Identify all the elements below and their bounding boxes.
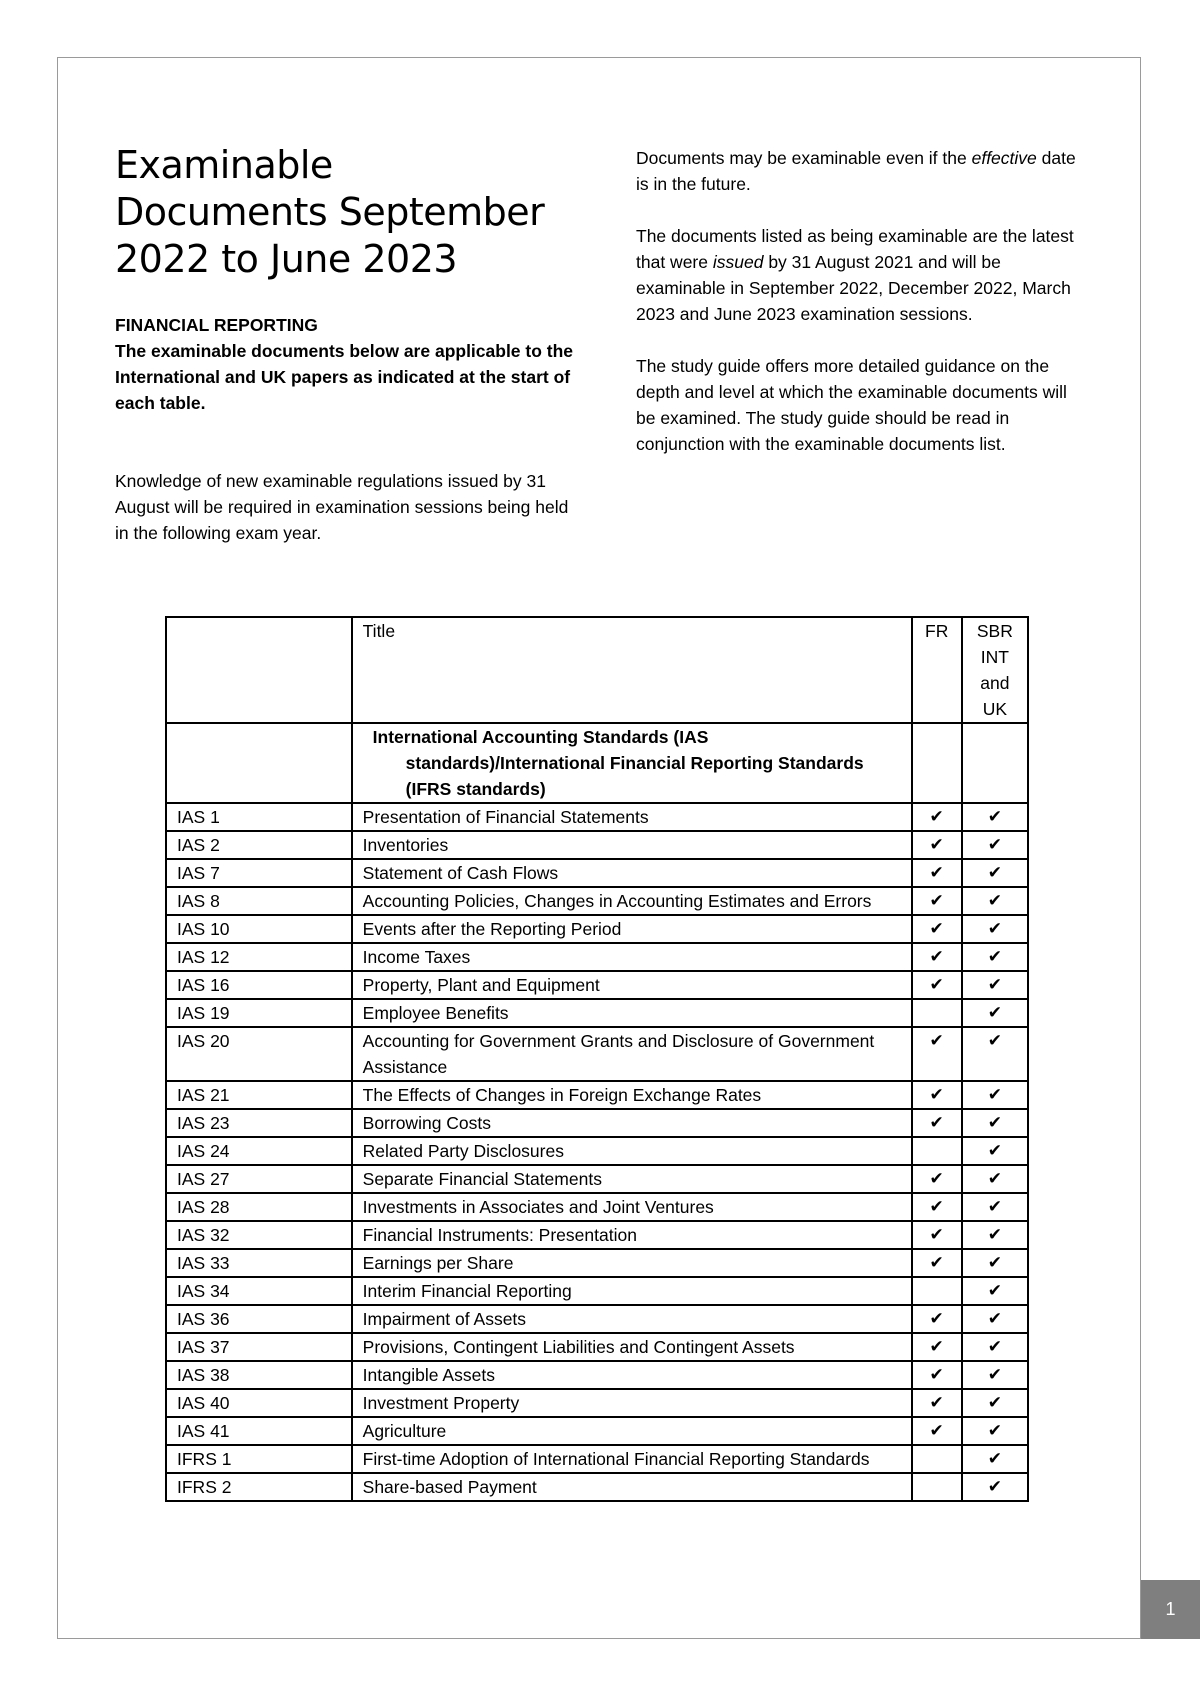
fr-check-cell: ✔ [912, 1193, 962, 1221]
sbr-check-cell: ✔ [962, 831, 1028, 859]
table-row [166, 1249, 1028, 1277]
fr-check-cell: ✔ [912, 1249, 962, 1277]
section-subheading: FINANCIAL REPORTING [115, 315, 318, 335]
effective-date-paragraph [636, 145, 1091, 197]
standard-title-cell: Presentation of Financial Statements [352, 803, 912, 831]
fr-check-cell [912, 1445, 962, 1473]
sbr-check-cell: ✔ [962, 943, 1028, 971]
text-run: Documents may be examinable even if the [636, 148, 972, 168]
title-line: Examinable [115, 143, 333, 187]
fr-check-cell: ✔ [912, 971, 962, 999]
standard-code-cell: IAS 24 [166, 1137, 352, 1165]
standard-code-cell: IAS 27 [166, 1165, 352, 1193]
sbr-check-cell: ✔ [962, 1249, 1028, 1277]
sbr-check-cell: ✔ [962, 1361, 1028, 1389]
table-row [166, 803, 1028, 831]
text-run: date is in the future. [636, 148, 1076, 194]
standard-title-cell: Inventories [352, 831, 912, 859]
right-column [636, 145, 1091, 483]
header-code-cell [166, 617, 352, 723]
standard-title-cell: Impairment of Assets [352, 1305, 912, 1333]
table-row [166, 859, 1028, 887]
fr-check-cell: ✔ [912, 1305, 962, 1333]
fr-check-cell: ✔ [912, 1027, 962, 1081]
examinable-documents-table [165, 616, 1029, 1502]
standard-code-cell: IAS 36 [166, 1305, 352, 1333]
standard-title-cell: Share-based Payment [352, 1473, 912, 1501]
standard-code-cell: IFRS 1 [166, 1445, 352, 1473]
standard-title-cell: Intangible Assets [352, 1361, 912, 1389]
table-row [166, 1389, 1028, 1417]
fr-check-cell: ✔ [912, 1165, 962, 1193]
intro-paragraph: The examinable documents below are applicable to the International and UK papers as indicated at the start of each table. [115, 341, 574, 413]
table-row [166, 915, 1028, 943]
table-row [166, 1027, 1028, 1081]
table-row [166, 1221, 1028, 1249]
fr-check-cell: ✔ [912, 1081, 962, 1109]
study-guide-paragraph: The study guide offers more detailed guidance on the depth and level at which the examinable documents will be examined. The study guide should be read in conjunction with the examinable documents list. [636, 356, 1067, 454]
standard-code-cell: IAS 21 [166, 1081, 352, 1109]
standard-code-cell: IAS 34 [166, 1277, 352, 1305]
header-sbr-cell [962, 617, 1028, 723]
issued-date-paragraph [636, 223, 1091, 327]
fr-check-cell: ✔ [912, 1389, 962, 1417]
section-code-cell [166, 723, 352, 803]
standard-code-cell: IAS 20 [166, 1027, 352, 1081]
sbr-check-cell: ✔ [962, 1193, 1028, 1221]
sbr-check-cell: ✔ [962, 1165, 1028, 1193]
title-line: 2022 to June 2023 [115, 237, 458, 281]
table-row [166, 1333, 1028, 1361]
standard-code-cell: IAS 38 [166, 1361, 352, 1389]
fr-check-cell: ✔ [912, 1361, 962, 1389]
standard-title-cell: Interim Financial Reporting [352, 1277, 912, 1305]
header-sbr-line: INT [980, 647, 1009, 667]
header-title-cell: Title [352, 617, 912, 723]
standard-title-cell: Related Party Disclosures [352, 1137, 912, 1165]
standard-code-cell: IAS 23 [166, 1109, 352, 1137]
sbr-check-cell: ✔ [962, 1081, 1028, 1109]
emphasis: effective [971, 148, 1037, 168]
sbr-check-cell: ✔ [962, 971, 1028, 999]
standard-title-cell: Provisions, Contingent Liabilities and Contingent Assets [352, 1333, 912, 1361]
sbr-check-cell: ✔ [962, 999, 1028, 1027]
fr-check-cell: ✔ [912, 831, 962, 859]
table-row [166, 1417, 1028, 1445]
standard-title-cell: Property, Plant and Equipment [352, 971, 912, 999]
sbr-check-cell: ✔ [962, 1333, 1028, 1361]
fr-check-cell: ✔ [912, 1221, 962, 1249]
fr-check-cell: ✔ [912, 859, 962, 887]
standard-code-cell: IAS 2 [166, 831, 352, 859]
table-row [166, 943, 1028, 971]
left-column [115, 312, 575, 546]
standard-title-cell: First-time Adoption of International Financial Reporting Standards [352, 1445, 912, 1473]
fr-check-cell [912, 1137, 962, 1165]
table-header-row [166, 617, 1028, 723]
standard-title-cell: Investment Property [352, 1389, 912, 1417]
fr-check-cell [912, 1473, 962, 1501]
standard-title-cell: Income Taxes [352, 943, 912, 971]
table-row [166, 1305, 1028, 1333]
text-run: The documents listed as being examinable are the latest that were [636, 226, 1074, 272]
standard-code-cell: IAS 33 [166, 1249, 352, 1277]
fr-check-cell: ✔ [912, 915, 962, 943]
fr-check-cell: ✔ [912, 887, 962, 915]
standard-code-cell: IAS 40 [166, 1389, 352, 1417]
fr-check-cell: ✔ [912, 1109, 962, 1137]
standard-title-cell: Earnings per Share [352, 1249, 912, 1277]
sbr-check-cell: ✔ [962, 1445, 1028, 1473]
sbr-check-cell: ✔ [962, 1027, 1028, 1081]
table-row [166, 831, 1028, 859]
standard-title-cell: Employee Benefits [352, 999, 912, 1027]
standard-title-cell: Investments in Associates and Joint Ventures [352, 1193, 912, 1221]
section-title: International Accounting Standards (IAS standards)/International Financial Reporting Standards (IFRS standards) [372, 727, 864, 799]
emphasis: issued [712, 252, 764, 272]
title-line: Documents September [115, 190, 545, 234]
table-row [166, 1081, 1028, 1109]
table-row [166, 1165, 1028, 1193]
knowledge-paragraph: Knowledge of new examinable regulations issued by 31 August will be required in examination sessions being held in the following exam year. [115, 471, 569, 543]
sbr-check-cell: ✔ [962, 1109, 1028, 1137]
header-sbr-line: SBR [976, 621, 1013, 641]
sbr-check-cell: ✔ [962, 1389, 1028, 1417]
fr-check-cell [912, 1277, 962, 1305]
fr-check-cell: ✔ [912, 943, 962, 971]
standard-title-cell: Events after the Reporting Period [352, 915, 912, 943]
fr-check-cell: ✔ [912, 1333, 962, 1361]
standard-code-cell: IAS 41 [166, 1417, 352, 1445]
sbr-check-cell: ✔ [962, 1221, 1028, 1249]
standard-title-cell: Statement of Cash Flows [352, 859, 912, 887]
section-row [166, 723, 1028, 803]
table-row [166, 887, 1028, 915]
header-sbr-line: UK [982, 699, 1008, 719]
header-fr-cell: FR [912, 617, 962, 723]
standard-code-cell: IAS 7 [166, 859, 352, 887]
table-row [166, 1445, 1028, 1473]
standard-title-cell: Accounting Policies, Changes in Accounting Estimates and Errors [352, 887, 912, 915]
sbr-check-cell: ✔ [962, 1473, 1028, 1501]
standard-code-cell: IAS 28 [166, 1193, 352, 1221]
sbr-check-cell: ✔ [962, 1305, 1028, 1333]
standard-title-cell: Financial Instruments: Presentation [352, 1221, 912, 1249]
standard-code-cell: IAS 37 [166, 1333, 352, 1361]
standard-title-cell: Accounting for Government Grants and Disclosure of Government Assistance [352, 1027, 912, 1081]
page-number: 1 [1141, 1580, 1200, 1639]
standard-title-cell: The Effects of Changes in Foreign Exchange Rates [352, 1081, 912, 1109]
table-row [166, 1137, 1028, 1165]
sbr-check-cell: ✔ [962, 1137, 1028, 1165]
standard-code-cell: IAS 8 [166, 887, 352, 915]
table-row [166, 1277, 1028, 1305]
table-row [166, 999, 1028, 1027]
section-sbr-cell [962, 723, 1028, 803]
standard-title-cell: Borrowing Costs [352, 1109, 912, 1137]
table-row [166, 971, 1028, 999]
fr-check-cell: ✔ [912, 1417, 962, 1445]
standard-code-cell: IAS 19 [166, 999, 352, 1027]
table-row [166, 1361, 1028, 1389]
sbr-check-cell: ✔ [962, 803, 1028, 831]
table-row [166, 1473, 1028, 1501]
standard-code-cell: IAS 12 [166, 943, 352, 971]
text-run: by 31 August 2021 and will be examinable in September 2022, December 2022, March 2023 and June 2023 examination sessions. [636, 252, 1071, 324]
section-fr-cell [912, 723, 962, 803]
sbr-check-cell: ✔ [962, 887, 1028, 915]
fr-check-cell [912, 999, 962, 1027]
section-title-cell [352, 723, 912, 803]
standard-code-cell: IAS 10 [166, 915, 352, 943]
sbr-check-cell: ✔ [962, 859, 1028, 887]
standard-title-cell: Agriculture [352, 1417, 912, 1445]
header-sbr-line: and [980, 673, 1010, 693]
standard-code-cell: IFRS 2 [166, 1473, 352, 1501]
table-row [166, 1193, 1028, 1221]
standard-title-cell: Separate Financial Statements [352, 1165, 912, 1193]
page-title [115, 142, 615, 283]
sbr-check-cell: ✔ [962, 1417, 1028, 1445]
table-row [166, 1109, 1028, 1137]
sbr-check-cell: ✔ [962, 1277, 1028, 1305]
standard-code-cell: IAS 1 [166, 803, 352, 831]
standard-code-cell: IAS 16 [166, 971, 352, 999]
sbr-check-cell: ✔ [962, 915, 1028, 943]
standard-code-cell: IAS 32 [166, 1221, 352, 1249]
fr-check-cell: ✔ [912, 803, 962, 831]
